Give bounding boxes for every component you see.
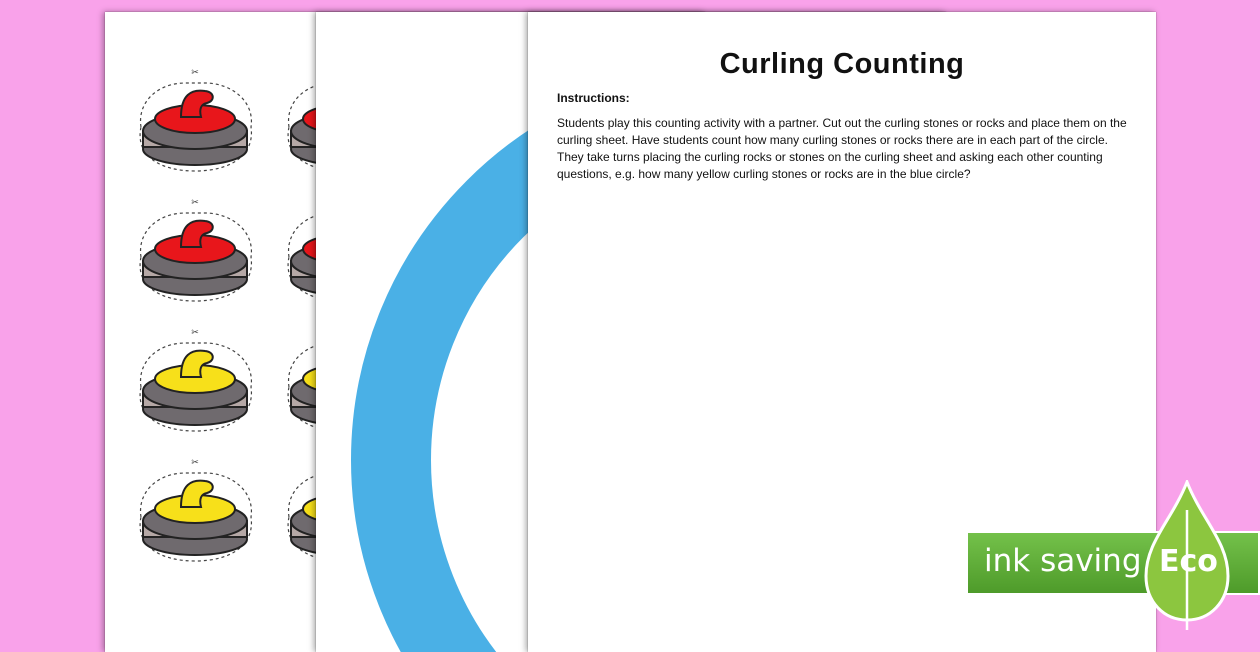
svg-text:✂: ✂	[191, 198, 199, 208]
eco-ink-saving-badge	[966, 480, 1260, 630]
red-curling-stone-icon	[131, 197, 259, 312]
red-curling-stone-icon	[131, 67, 259, 182]
yellow-curling-stone-icon	[131, 457, 259, 572]
instructions-heading: Instructions:	[557, 91, 630, 105]
yellow-curling-stone-icon	[131, 327, 259, 442]
document-title: Curling Counting	[719, 48, 965, 80]
instructions-body: Students play this counting activity with a partner. Cut out the curling stones or rocks and place them on the curling sheet. Have students count how many curling stones or rocks there are in each part of the circle. They take turns placing the curling rocks or stones on the curling sheet and asking each other counting questions, e.g. how many yellow curling stones or rocks are in the blue circle?	[557, 116, 1127, 181]
svg-text:✂: ✂	[191, 458, 199, 468]
eco-label: Eco	[1159, 544, 1218, 579]
svg-text:✂: ✂	[191, 68, 199, 78]
svg-text:✂: ✂	[191, 328, 199, 338]
ink-saving-text: ink saving	[984, 543, 1142, 579]
